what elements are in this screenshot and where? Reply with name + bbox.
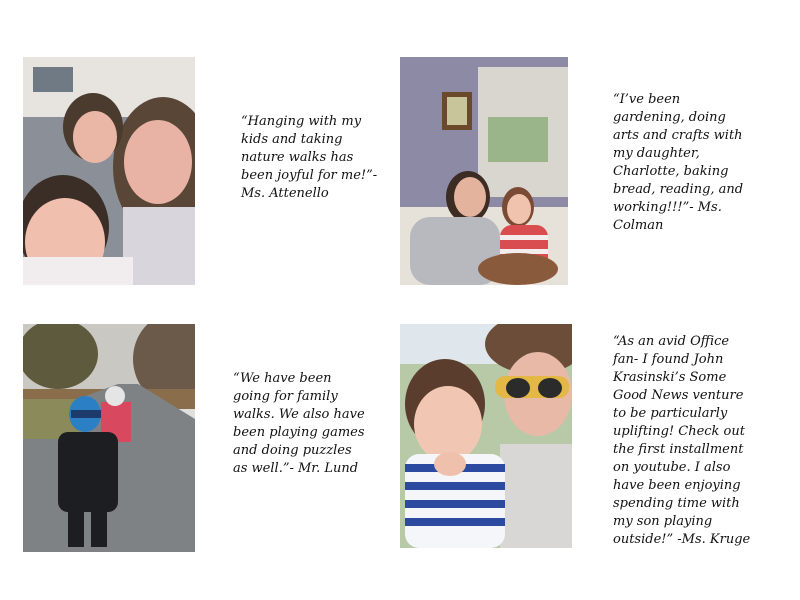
quote-lund: “We have been going for family walks. We also have been playing games and doing puzzles as well.”- Mr. Lund bbox=[233, 371, 365, 476]
mother-daughter-crafts-photo bbox=[400, 57, 568, 285]
quote-colman: “I’ve been gardening, doing arts and crafts with my daughter, Charlotte, baking bread, reading, and working!!!”- Ms. Colman bbox=[613, 92, 744, 233]
mother-son-outdoors-photo bbox=[400, 324, 572, 548]
children-walking-road-photo bbox=[23, 324, 195, 552]
family-selfie-photo bbox=[23, 57, 195, 285]
quote-attenello: “Hanging with my kids and taking nature walks has been joyful for me!”- Ms. Attenello bbox=[241, 114, 378, 201]
quote-kruge: “As an avid Office fan- I found John Krasinski’s Some Good News venture to be particularly uplifting! Check out the first installment on youtube. I also have been enjoying spending time with my son playing outside!” -Ms. Kruge bbox=[613, 334, 751, 547]
